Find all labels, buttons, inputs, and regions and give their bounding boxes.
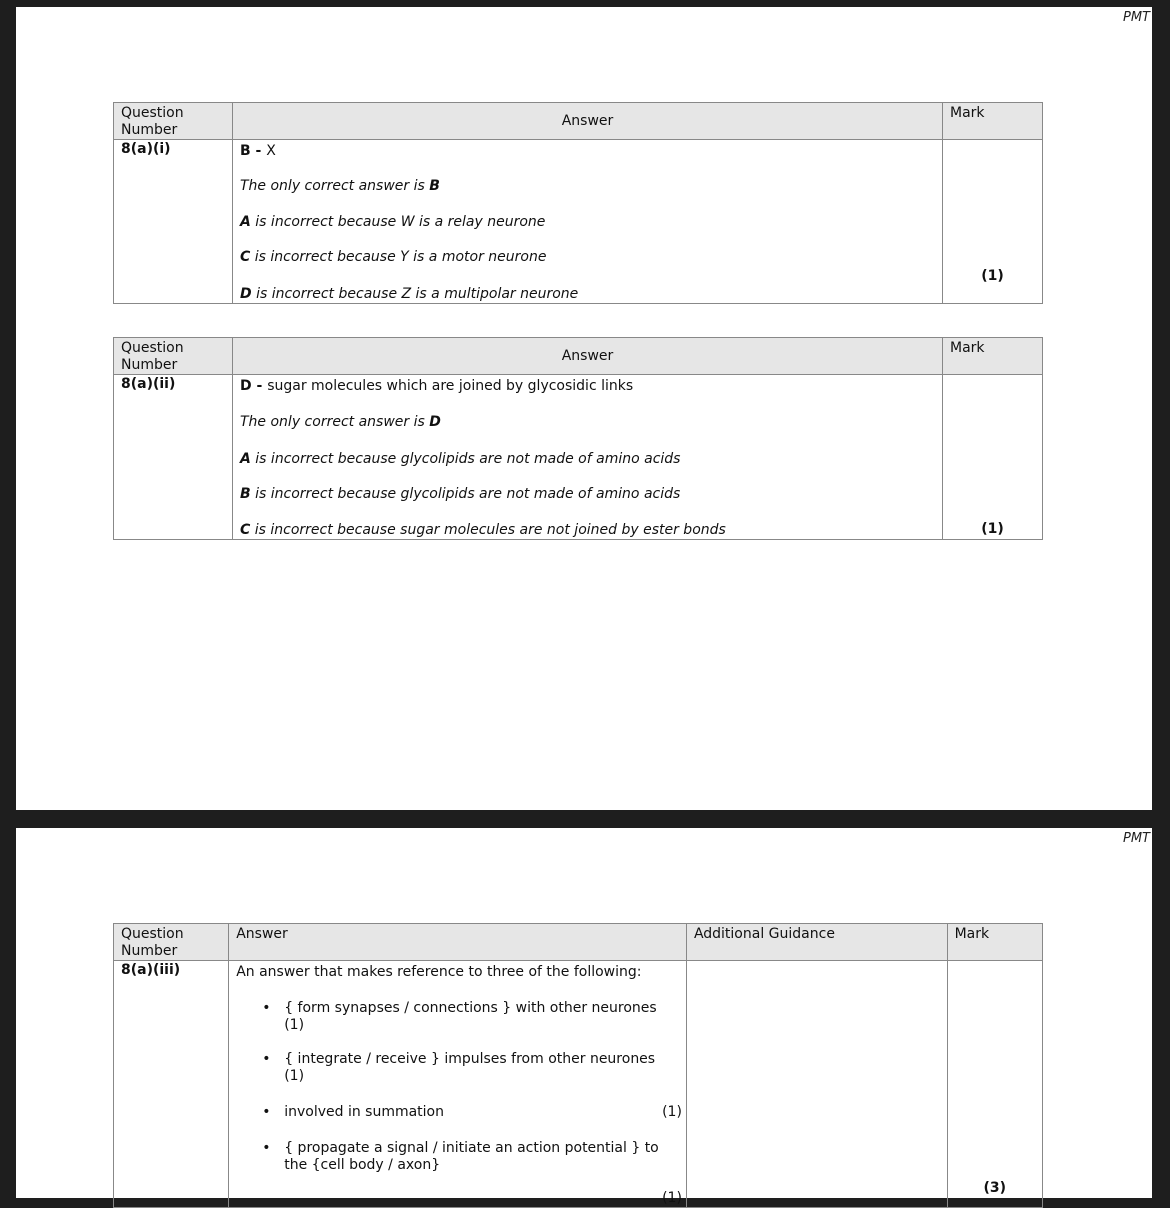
answer-text: X [266, 143, 276, 159]
point-text: { form synapses / connections } with other neurones [284, 999, 657, 1016]
header-answer: Answer [229, 924, 687, 961]
question-number: 8(a)(ii) [114, 375, 233, 540]
mark-value: (1) [981, 521, 1004, 537]
answer-letter: B [240, 143, 251, 159]
header-mark: Mark [947, 924, 1042, 961]
watermark: PMT [1123, 10, 1150, 25]
reason-text: is incorrect because glycolipids are not made of amino acids [250, 486, 681, 503]
reason-letter: B [240, 486, 251, 503]
answer-line [240, 143, 934, 160]
mark-scheme-table-8aiii [113, 923, 1043, 1208]
reason-line [240, 522, 934, 539]
answer-points [236, 999, 682, 1207]
page-2 [16, 828, 1152, 1207]
correct-letter: D [429, 413, 441, 430]
mark-scheme-table-8ai [113, 102, 1043, 304]
reason-line [240, 486, 934, 503]
list-item [236, 1139, 682, 1207]
answer-letter: D [240, 378, 252, 394]
mark-cell [943, 375, 1043, 540]
answer-line [240, 378, 934, 395]
header-mark: Mark [943, 338, 1043, 375]
mark-cell [947, 961, 1042, 1208]
mark-cell [943, 140, 1043, 304]
mark-scheme-table-8aii [113, 337, 1043, 540]
header-question-number: Question Number [114, 103, 233, 140]
list-item [236, 1051, 682, 1085]
reason-line [240, 286, 934, 303]
mark-value: (1) [981, 268, 1004, 284]
question-number: 8(a)(i) [114, 140, 233, 304]
point-mark: (1) [284, 1068, 305, 1085]
reason-line [240, 451, 934, 468]
reason-line [240, 214, 934, 231]
watermark: PMT [1123, 831, 1150, 846]
question-number: 8(a)(iii) [114, 961, 229, 1208]
reason-line [240, 249, 934, 266]
mark-value: (3) [983, 1180, 1007, 1196]
reason-text: is incorrect because Z is a multipolar neurone [251, 286, 579, 303]
reason-letter: C [240, 249, 251, 266]
reason-text: is incorrect because sugar molecules are not joined by ester bonds [250, 522, 726, 539]
reason-text: is incorrect because Y is a motor neurone [250, 249, 547, 266]
correct-answer-line [240, 414, 934, 431]
answer-intro: An answer that makes reference to three of the following: [236, 964, 642, 980]
correct-letter: B [429, 177, 440, 194]
answer-cell [233, 375, 943, 540]
list-item [236, 1000, 682, 1034]
correct-answer-line [240, 178, 934, 195]
header-question-number: Question Number [114, 338, 233, 375]
reason-letter: C [240, 522, 251, 539]
point-text: involved in summation [284, 1103, 444, 1120]
list-item [236, 1104, 682, 1121]
point-text: { integrate / receive } impulses from other neurones [284, 1051, 656, 1068]
answer-separator: - [251, 378, 268, 394]
reason-letter: A [240, 450, 251, 467]
reason-text: is incorrect because W is a relay neurone [250, 213, 546, 230]
answer-separator: - [250, 143, 267, 159]
reason-letter: A [240, 213, 251, 230]
header-question-number: Question Number [114, 924, 229, 961]
header-additional-guidance: Additional Guidance [686, 924, 947, 961]
guidance-cell [686, 961, 947, 1208]
header-mark: Mark [943, 103, 1043, 140]
point-mark: (1) [662, 1103, 682, 1120]
answer-cell [233, 140, 943, 304]
point-mark: (1) [284, 1016, 305, 1033]
reason-text: is incorrect because glycolipids are not made of amino acids [250, 450, 681, 467]
correct-prefix: The only correct answer is [240, 177, 430, 194]
answer-text: sugar molecules which are joined by glycosidic links [267, 378, 634, 394]
point-text: { propagate a signal / initiate an action potential } to the {cell body / axon} [284, 1139, 659, 1173]
header-answer: Answer [233, 338, 943, 375]
page-1 [16, 7, 1152, 810]
answer-cell [229, 961, 687, 1208]
point-mark: (1) [662, 1190, 682, 1207]
reason-letter: D [240, 286, 252, 303]
correct-prefix: The only correct answer is [240, 413, 430, 430]
header-answer: Answer [233, 103, 943, 140]
